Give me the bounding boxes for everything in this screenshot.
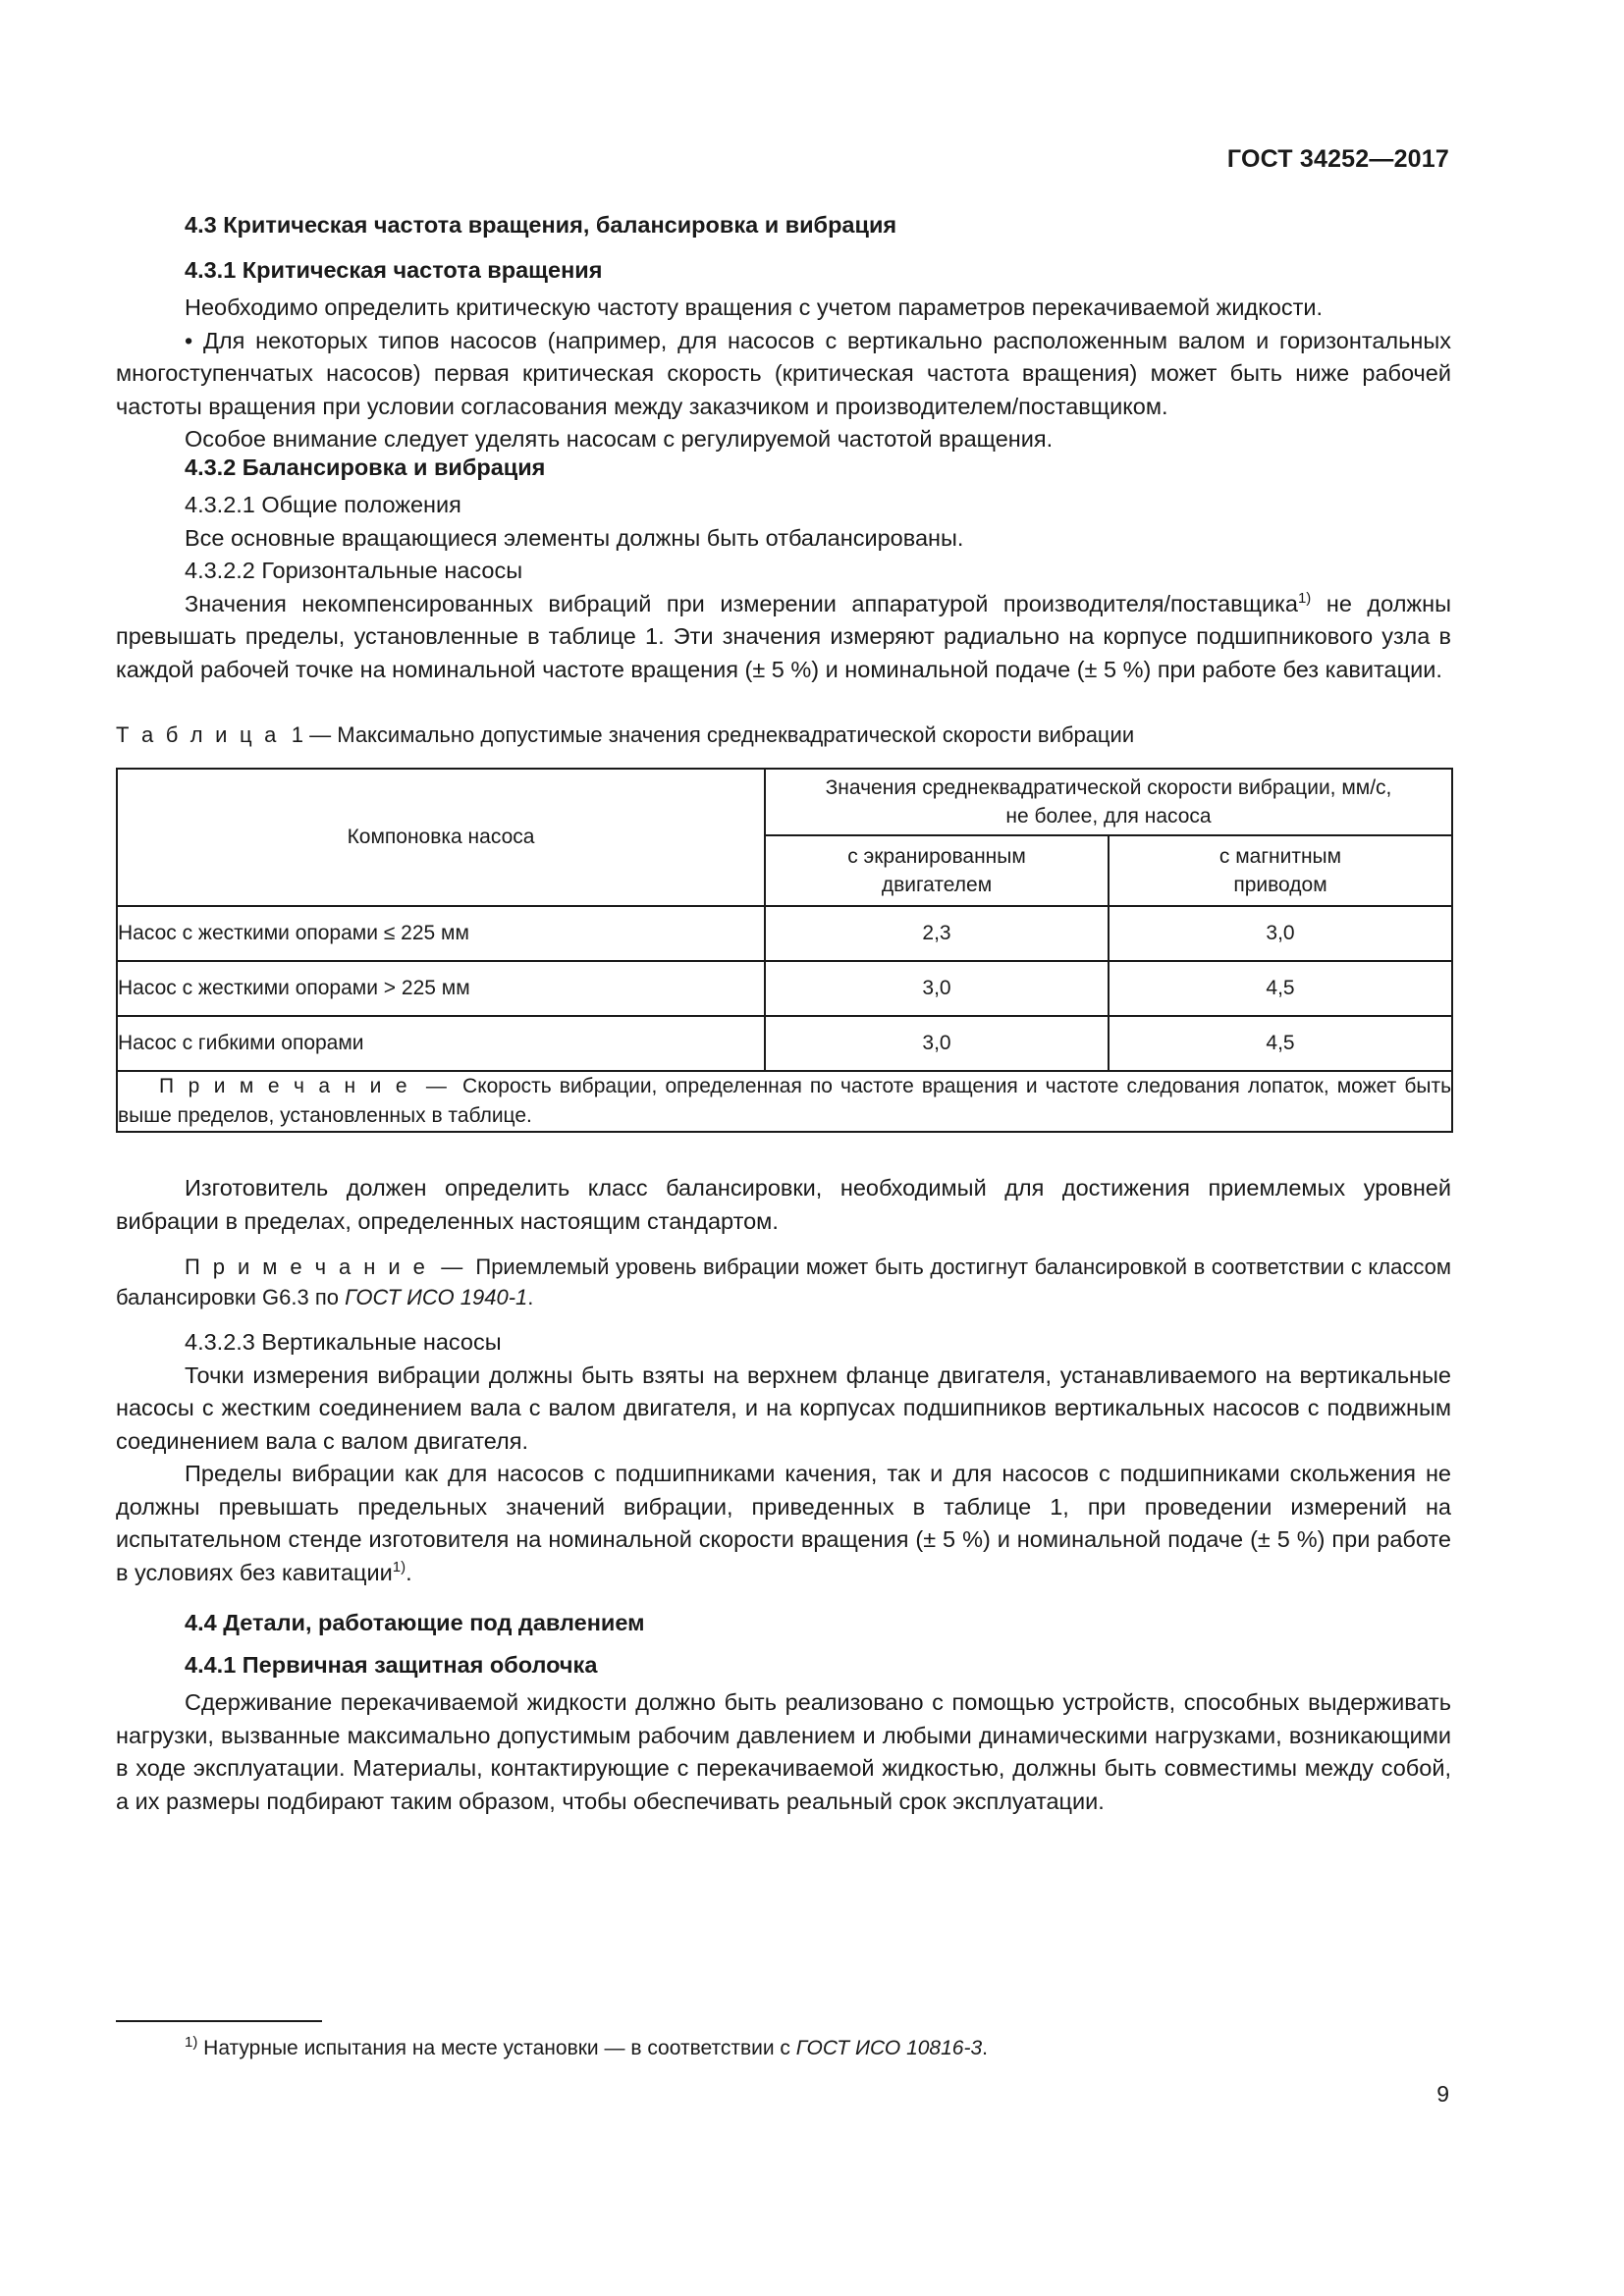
heading-4-4: 4.4 Детали, работающие под давлением [185, 1610, 645, 1635]
table-note [117, 1071, 1452, 1132]
page-number: 9 [1436, 2081, 1449, 2107]
running-head-standard-number: ГОСТ 34252—2017 [1226, 145, 1449, 173]
spacer [116, 1133, 1451, 1158]
heading-4-3-2-1: 4.3.2.1 Общие положения [185, 492, 461, 517]
note-text-b: . [527, 1285, 534, 1309]
table-caption-text: Максимально допустимые значения среднеквадратической скорости вибрации [337, 722, 1135, 747]
cell-shielded-value: 2,3 [765, 906, 1109, 961]
footnote-marker: 1) [185, 2034, 198, 2051]
paragraph-4-4-1: Сдерживание перекачиваемой жидкости должно быть реализовано с помощью устройств, способных выдерживать нагрузки, вызванные максимально допустимым рабочим давлением и любыми динамическими нагрузками, возникающими в ходе эксплуатации. Материалы, контактирующие с перекачиваемой жидкостью, должны быть совместимы между собой, а их размеры подбирают таким образом, чтобы обеспечивать реальный срок эксплуатации. [116, 1689, 1451, 1814]
heading-4-3-2-3: 4.3.2.3 Вертикальные насосы [185, 1329, 502, 1355]
spacer [116, 1589, 1451, 1603]
paragraph-4-3-2-2 [116, 588, 1451, 687]
footnote-separator-rule [116, 2020, 322, 2022]
bullet-pump-types: • Для некоторых типов насосов (например, для насосов с вертикально расположенным валом и горизонтальных многоступенчатых насосов) первая критическая скорость (критическая частота вращения) может быть ниже рабочей частоты вращения при условии согласования между заказчиком и производителем/поставщиком. [116, 327, 1451, 419]
table-row [117, 1016, 1452, 1071]
table-note-label: П р и м е ч а н и е [159, 1075, 410, 1097]
footnote-area [116, 2020, 1451, 2062]
th-shielded-motor-line2: двигателем [881, 874, 993, 896]
note-balance-grade [116, 1252, 1451, 1312]
table-body [117, 906, 1452, 1132]
paragraph-limits-text-a: Пределы вибрации как для насосов с подшипниками качения, так и для насосов с подшипниками скольжения не должны превышать предельных значений вибрации, приведенных в таблице 1, при проведении измерений на испытательном стенде изготовителя на номинальной скорости вращения (± 5 %) и номинальной подаче (± 5 %) при работе в условиях без кавитации [116, 1461, 1451, 1585]
cell-pump-layout: Насос с жесткими опорами > 225 мм [117, 961, 765, 1016]
table-row [117, 906, 1452, 961]
note-standard-reference: ГОСТ ИСО 1940-1 [345, 1285, 528, 1309]
cell-pump-layout: Насос с жесткими опорами ≤ 225 мм [117, 906, 765, 961]
footnote-text-a: Натурные испытания на месте установки — в соответствии с [197, 2037, 796, 2059]
cell-magnetic-value: 3,0 [1109, 906, 1452, 961]
table-caption-dash: — [309, 722, 332, 747]
cell-shielded-value: 3,0 [765, 961, 1109, 1016]
paragraph-balance-class: Изготовитель должен определить класс балансировки, необходимый для достижения приемлемых уровней вибрации в пределах, определенных настоящим стандартом. [116, 1175, 1451, 1234]
spacer [116, 1158, 1451, 1172]
heading-4-3-2: 4.3.2 Балансировка и вибрация [185, 454, 546, 480]
table-note-dash: — [425, 1075, 447, 1097]
th-vibration-values-line1: Значения среднеквадратической скорости вибрации, мм/с, [825, 776, 1392, 799]
paragraph-variable-speed: Особое внимание следует уделять насосам с регулируемой частотой вращения. [185, 426, 1054, 452]
footnote-ref-1: 1) [1297, 589, 1312, 607]
th-magnetic-drive-line1: с магнитным [1218, 845, 1342, 868]
page-content [116, 214, 1451, 1818]
th-magnetic-drive [1109, 835, 1452, 906]
cell-shielded-value: 3,0 [765, 1016, 1109, 1071]
spacer [116, 1238, 1451, 1252]
paragraph-4-3-2-1: Все основные вращающиеся элементы должны быть отбалансированы. [185, 524, 964, 551]
th-pump-layout: Компоновка насоса [117, 769, 765, 906]
cell-pump-layout: Насос с гибкими опорами [117, 1016, 765, 1071]
heading-4-3: 4.3 Критическая частота вращения, балансировка и вибрация [185, 212, 897, 238]
th-shielded-motor [765, 835, 1109, 906]
footnote-1 [116, 2034, 1451, 2062]
footnote-standard-reference: ГОСТ ИСО 10816-3 [795, 2037, 983, 2059]
table-row [117, 961, 1452, 1016]
paragraph-4-3-1-intro: Необходимо определить критическую частоту вращения с учетом параметров перекачиваемой жидкости. [185, 294, 1323, 320]
paragraph-4-3-2-3-limits [116, 1458, 1451, 1589]
heading-4-3-1: 4.3.1 Критическая частота вращения [185, 256, 603, 283]
table-caption-number: 1 [291, 722, 303, 747]
table-header-row-1 [117, 769, 1452, 835]
th-vibration-values-line2: не более, для насоса [1005, 805, 1212, 828]
table-note-row [117, 1071, 1452, 1132]
paragraph-4-3-2-2-text-b: не должны превышать пределы, установленные в таблице 1. Эти значения измеряют радиально на корпусе подшипникового узла в каждой рабочей точке на номинальной частоте вращения (± 5 %) и номинальной подаче (± 5 %) при работе без кавитации. [116, 590, 1451, 682]
cell-magnetic-value: 4,5 [1109, 961, 1452, 1016]
spacer [116, 712, 1451, 721]
table-caption [116, 721, 1451, 750]
spacer [116, 686, 1451, 712]
footnote-ref-1: 1) [392, 1558, 406, 1575]
table-caption-label: Т а б л и ц а [116, 722, 280, 747]
spacer [116, 1312, 1451, 1326]
note-dash: — [441, 1255, 463, 1279]
note-label: П р и м е ч а н и е [185, 1255, 429, 1279]
th-vibration-values [765, 769, 1452, 835]
paragraph-limits-text-b: . [406, 1559, 412, 1585]
table-note-text: Скорость вибрации, определенная по частоте вращения и частоте следования лопаток, может быть выше пределов, установленных в таблице. [118, 1075, 1452, 1127]
th-magnetic-drive-line2: приводом [1233, 874, 1327, 896]
note-text-a: Приемлемый уровень вибрации может быть достигнут балансировкой в соответствии с классом балансировки G6.3 по [116, 1255, 1451, 1309]
cell-magnetic-value: 4,5 [1109, 1016, 1452, 1071]
heading-4-4-1: 4.4.1 Первичная защитная оболочка [185, 1651, 598, 1678]
footnote-text-b: . [982, 2037, 988, 2059]
paragraph-4-3-2-2-text-a: Значения некомпенсированных вибраций при измерении аппаратурой производителя/поставщика [185, 590, 1298, 616]
table-vibration-limits [116, 768, 1453, 1133]
heading-4-3-2-2: 4.3.2.2 Горизонтальные насосы [185, 558, 523, 583]
paragraph-4-3-2-3-measurement-points: Точки измерения вибрации должны быть взяты на верхнем фланце двигателя, устанавливаемого на вертикальные насосы с жестким соединением вала с валом двигателя, и на корпусах подшипников вертикальных насосов с подвижным соединением вала с валом двигателя. [116, 1362, 1451, 1454]
table-head [117, 769, 1452, 906]
th-shielded-motor-line1: с экранированным [847, 845, 1026, 868]
